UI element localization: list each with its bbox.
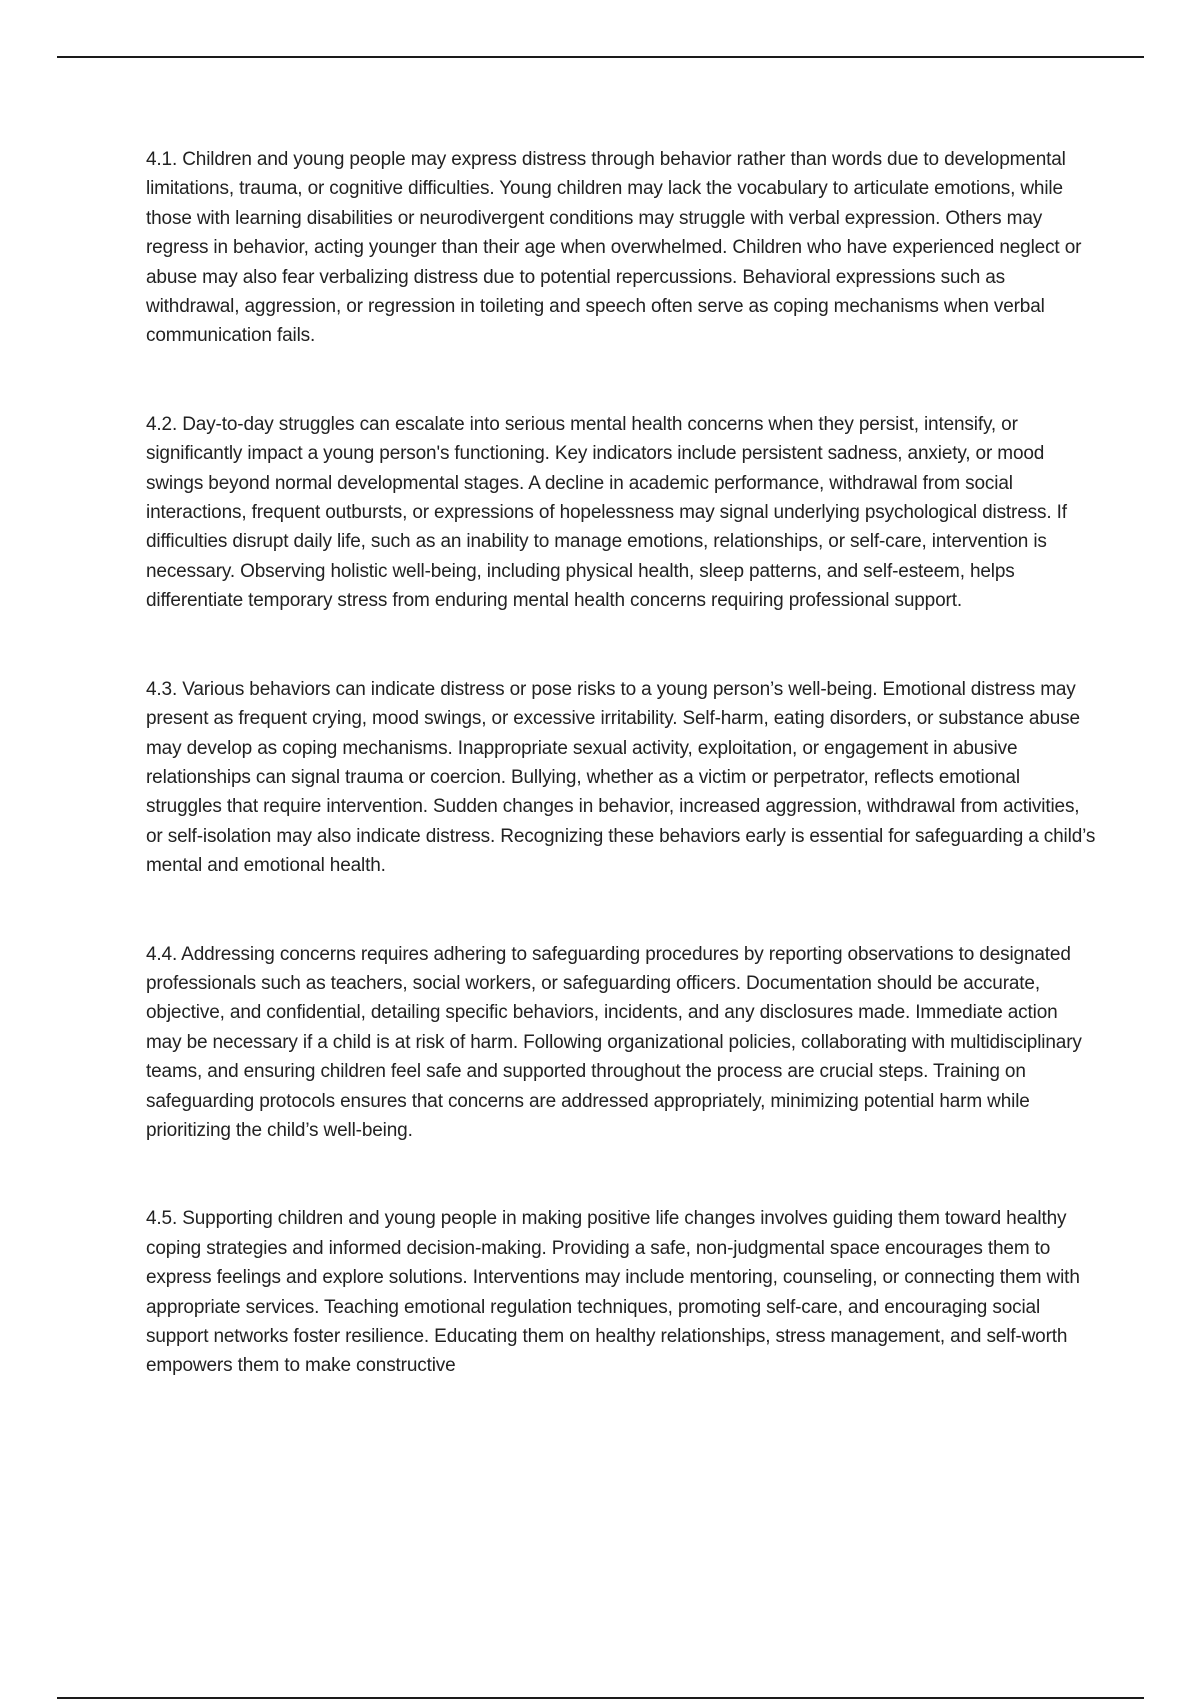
- paragraph-4-2: 4.2. Day-to-day struggles can escalate into serious mental health concerns when they persist, intensify, or significantly impact a young person's functioning. Key indicators include persistent sadness, anxiety, or mood swings beyond normal developmental stages. A decline in academic performance, withdrawal from social interactions, frequent outbursts, or expressions of hopelessness may signal underlying psychological distress. If difficulties disrupt daily life, such as an inability to manage emotions, relationships, or self-care, intervention is necessary. Observing holistic well-being, including physical health, sleep patterns, and self-esteem, helps differentiate temporary stress from enduring mental health concerns requiring professional support.: [146, 413, 1067, 612]
- document-body: [146, 145, 1098, 1440]
- paragraph-4-4: 4.4. Addressing concerns requires adhering to safeguarding procedures by reporting observations to designated professionals such as teachers, social workers, or safeguarding officers. Documentation should be accurate, objective, and confidential, detailing specific behaviors, incidents, and any disclosures made. Immediate action may be necessary if a child is at risk of harm. Following organizational policies, collaborating with multidisciplinary teams, and ensuring children feel safe and supported throughout the process are crucial steps. Training on safeguarding protocols ensures that concerns are addressed appropriately, minimizing potential harm while prioritizing the child’s well-being.: [146, 943, 1082, 1141]
- header-rule: [57, 56, 1144, 58]
- paragraph-4-5: 4.5. Supporting children and young people in making positive life changes involves guiding them toward healthy coping strategies and informed decision-making. Providing a safe, non-judgmental space encourages them to express feelings and explore solutions. Interventions may include mentoring, counseling, or connecting them with appropriate services. Teaching emotional regulation techniques, promoting self-care, and encouraging social support networks foster resilience. Educating them on healthy relationships, stress management, and self-worth empowers them to make constructive: [146, 1208, 1080, 1377]
- paragraph-4-1: 4.1. Children and young people may express distress through behavior rather than words due to developmental limitations, trauma, or cognitive difficulties. Young children may lack the vocabulary to articulate emotions, while those with learning disabilities or neurodivergent conditions may struggle with verbal expression. Others may regress in behavior, acting younger than their age when overwhelmed. Children who have experienced neglect or abuse may also fear verbalizing distress due to potential repercussions. Behavioral expressions such as withdrawal, aggression, or regression in toileting and speech often serve as coping mechanisms when verbal communication fails.: [146, 149, 1082, 347]
- paragraph-4-3: 4.3. Various behaviors can indicate distress or pose risks to a young person’s well-being. Emotional distress may present as frequent crying, mood swings, or excessive irritability. Self-harm, eating disorders, or substance abuse may develop as coping mechanisms. Inappropriate sexual activity, exploitation, or engagement in abusive relationships can signal trauma or coercion. Bullying, whether as a victim or perpetrator, reflects emotional struggles that require intervention. Sudden changes in behavior, increased aggression, withdrawal from activities, or self-isolation may also indicate distress. Recognizing these behaviors early is essential for safeguarding a child’s mental and emotional health.: [146, 678, 1096, 877]
- footer-rule: [57, 1697, 1144, 1699]
